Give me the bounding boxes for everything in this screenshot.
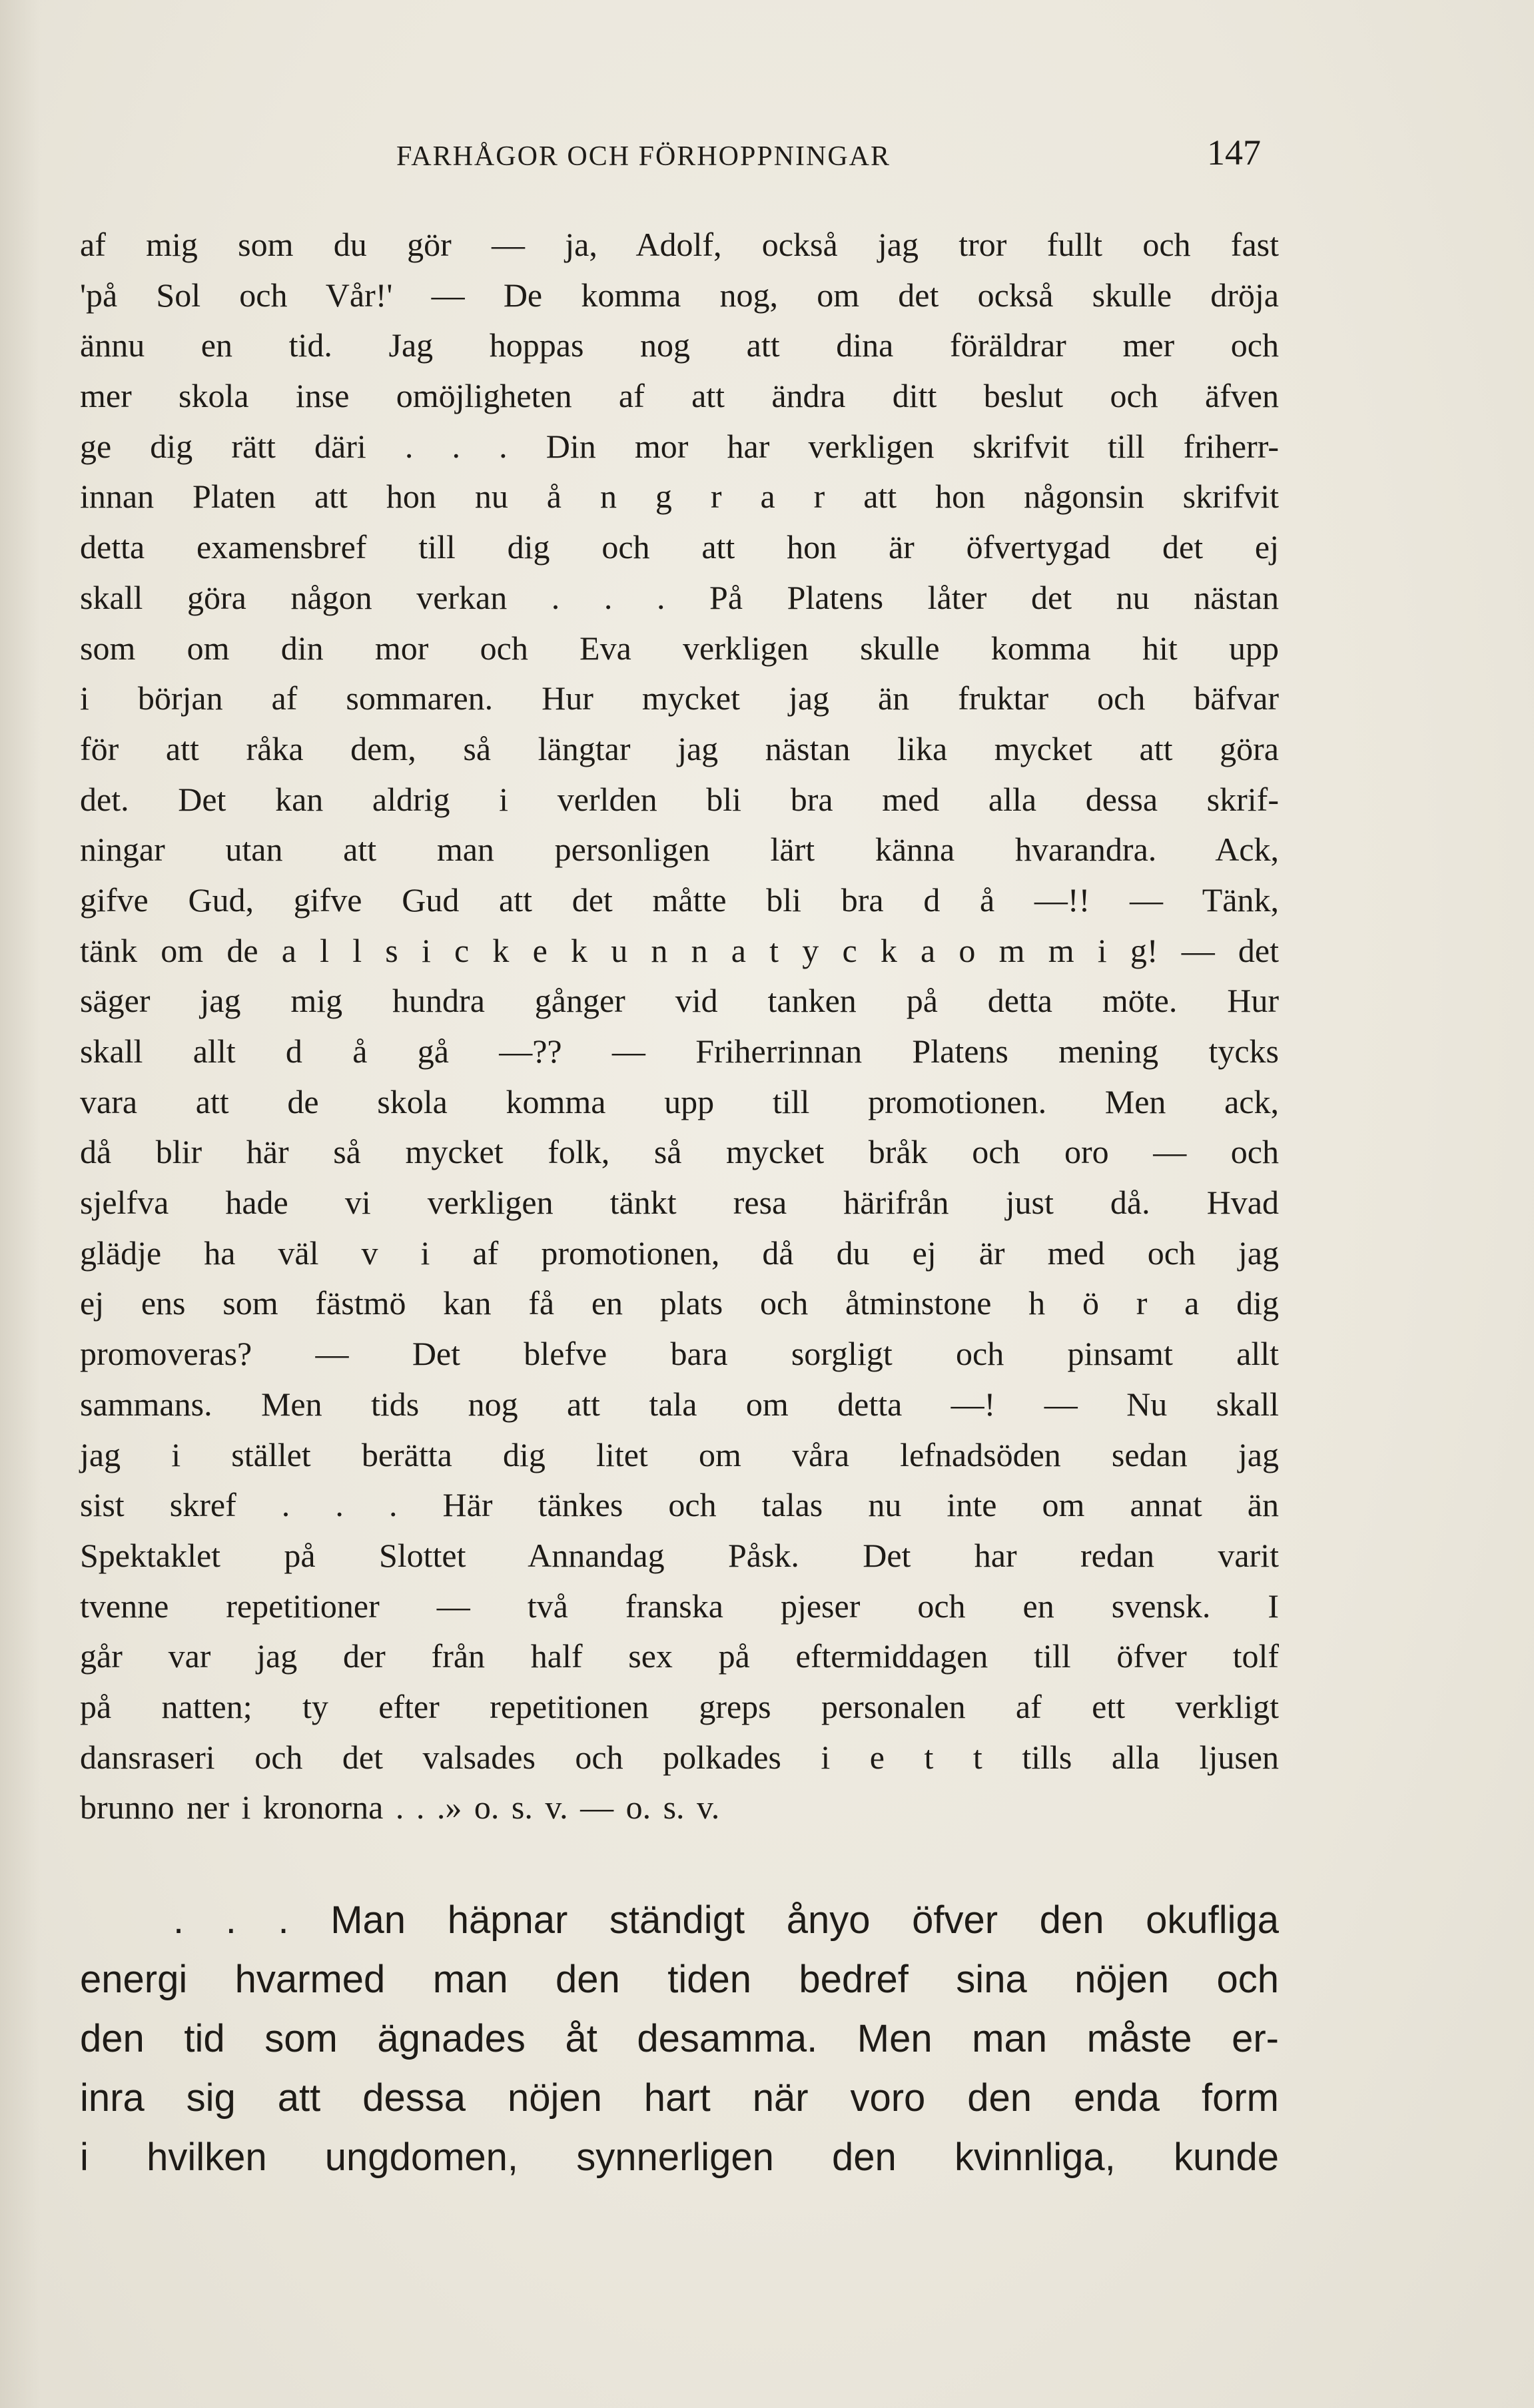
- letter-line: dansraseri och det valsades och polkades i e t t tills alla ljusen: [80, 1738, 1279, 1776]
- letter-line: ningar utan att man personligen lärt känna hvarandra. Ack,: [80, 831, 1279, 869]
- letter-line: sist skref . . . Här tänkes och talas nu inte om annat än: [80, 1486, 1279, 1524]
- letter-line: som om din mor och Eva verkligen skulle komma hit upp: [80, 629, 1279, 667]
- commentary-line: inra sig att dessa nöjen hart när voro den enda form: [80, 2076, 1279, 2120]
- letter-line: vara att de skola komma upp till promotionen. Men ack,: [80, 1082, 1279, 1120]
- letter-line: sammans. Men tids nog att tala om detta —! — Nu skall: [80, 1385, 1279, 1423]
- letter-line: detta examensbref till dig och att hon är öfvertygad det ej: [80, 528, 1279, 566]
- letter-line: mer skola inse omöjligheten af att ändra ditt beslut och äfven: [80, 377, 1279, 415]
- letter-line: på natten; ty efter repetitionen greps personalen af ett verkligt: [80, 1687, 1279, 1725]
- letter-line: då blir här så mycket folk, så mycket bråk och oro — och: [80, 1133, 1279, 1171]
- letter-line: brunno ner i kronorna . . .» o. s. v. — o. s. v.: [80, 1789, 720, 1826]
- commentary-line: i hvilken ungdomen, synnerligen den kvinnliga, kunde: [80, 2136, 1279, 2179]
- running-title: FARHÅGOR OCH FÖRHOPPNINGAR: [396, 141, 891, 172]
- letter-excerpt: [80, 220, 1279, 1833]
- letter-line: det. Det kan aldrig i verlden bli bra med alla dessa skrif-: [80, 780, 1279, 818]
- commentary-line: den tid som ägnades åt desamma. Men man måste er-: [80, 2017, 1279, 2060]
- letter-line: 'på Sol och Vår!' — De komma nog, om det också skulle dröja: [80, 276, 1279, 314]
- letter-line: går var jag der från half sex på eftermiddagen till öfver tolf: [80, 1637, 1279, 1675]
- letter-line: ge dig rätt däri . . . Din mor har verkligen skrifvit till friherr-: [80, 427, 1279, 465]
- letter-line: glädje ha väl v i af promotionen, då du ej är med och jag: [80, 1234, 1279, 1272]
- running-head: [0, 133, 1534, 177]
- letter-line: ännu en tid. Jag hoppas nog att dina föräldrar mer och: [80, 326, 1279, 364]
- letter-line: tvenne repetitioner — två franska pjeser och en svensk. I: [80, 1587, 1279, 1625]
- letter-line: för att råka dem, så längtar jag nästan lika mycket att göra: [80, 729, 1279, 767]
- letter-line: säger jag mig hundra gånger vid tanken på detta möte. Hur: [80, 982, 1279, 1020]
- letter-line: ej ens som fästmö kan få en plats och åtminstone h ö r a dig: [80, 1284, 1279, 1322]
- commentary-line: . . . Man häpnar ständigt ånyo öfver den okufliga: [173, 1898, 1279, 1942]
- letter-line: gifve Gud, gifve Gud att det måtte bli bra d å —!! — Tänk,: [80, 881, 1279, 919]
- page-number: 147: [1207, 133, 1261, 173]
- letter-line: innan Platen att hon nu å n g r a r att hon någonsin skrifvit: [80, 478, 1279, 516]
- gutter-shadow: [0, 0, 40, 2408]
- letter-line: jag i stället berätta dig litet om våra lefnadsöden sedan jag: [80, 1435, 1279, 1473]
- commentary-line: energi hvarmed man den tiden bedref sina nöjen och: [80, 1958, 1279, 2001]
- letter-line: Spektaklet på Slottet Annandag Påsk. Det har redan varit: [80, 1536, 1279, 1574]
- letter-line: sjelfva hade vi verkligen tänkt resa härifrån just då. Hvad: [80, 1184, 1279, 1222]
- letter-line: skall allt d å gå —?? — Friherrinnan Platens mening tycks: [80, 1032, 1279, 1070]
- commentary-paragraph: [80, 1890, 1279, 2187]
- letter-line: af mig som du gör — ja, Adolf, också jag tror fullt och fast: [80, 226, 1279, 263]
- letter-line: promoveras? — Det blefve bara sorgligt och pinsamt allt: [80, 1335, 1279, 1373]
- letter-line: tänk om de a l l s i c k e k u n n a t y c k a o m m i g! — det: [80, 931, 1279, 969]
- letter-line: skall göra någon verkan . . . På Platens låter det nu nästan: [80, 578, 1279, 616]
- letter-line: i början af sommaren. Hur mycket jag än fruktar och bäfvar: [80, 679, 1279, 717]
